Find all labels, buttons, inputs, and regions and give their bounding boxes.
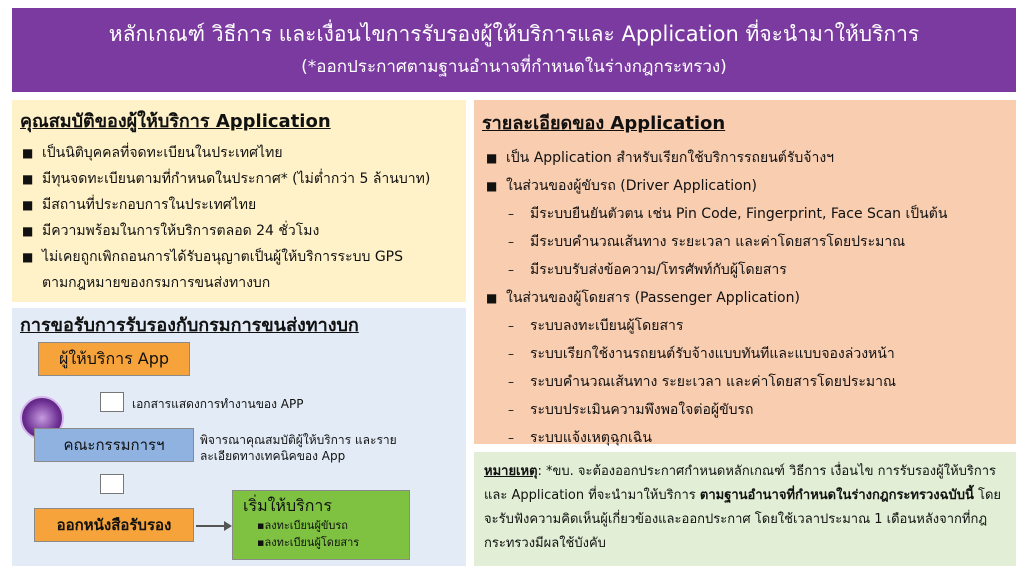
dash-icon: – — [508, 403, 514, 417]
sub-list-item: – ระบบลงทะเบียนผู้โดยสาร — [486, 312, 1012, 340]
list-item: ■ มีสถานที่ประกอบการในประเทศไทย — [22, 192, 462, 218]
sub-list-item: – มีระบบยืนยันตัวตน เช่น Pin Code, Fingerprint, Face Scan เป็นต้น — [486, 200, 1012, 228]
arrow-right-icon — [196, 525, 230, 527]
qualifications-title: คุณสมบัติของผู้ให้บริการ Application — [20, 111, 331, 132]
issue-certificate-box: ออกหนังสือรับรอง — [34, 508, 194, 542]
sub-list-item: – ระบบคำนวณเส้นทาง ระยะเวลา และค่าโดยสารโดยประมาณ — [486, 368, 1012, 396]
certification-title: การขอรับการรับรองกับกรมการขนส่งทางบก — [20, 315, 359, 336]
app-details-title: รายละเอียดของ Application — [482, 113, 726, 134]
list-item: ■ มีความพร้อมในการให้บริการตลอด 24 ชั่วโมง — [22, 218, 462, 244]
list-item: ■ ในส่วนของผู้โดยสาร (Passenger Application) — [486, 284, 1012, 312]
app-details-list — [486, 144, 1012, 452]
dash-icon: – — [508, 431, 514, 445]
bullet-icon: ■ — [486, 151, 498, 165]
dash-icon: – — [508, 263, 514, 277]
list-item-continuation: ตามกฎหมายของกรมการขนส่งทางบก — [42, 275, 271, 291]
document-icon — [100, 392, 124, 412]
sub-list-item: – มีระบบคำนวณเส้นทาง ระยะเวลา และค่าโดยสารโดยประมาณ — [486, 228, 1012, 256]
document-icon — [100, 474, 124, 494]
bullet-icon: ■ — [22, 146, 34, 160]
committee-note: พิจารณาคุณสมบัติผู้ให้บริการ และรายละเอียดทางเทคนิคของ App — [200, 433, 397, 463]
qualifications-panel — [12, 100, 466, 302]
bullet-icon: ■ — [486, 179, 498, 193]
document-label: เอกสารแสดงการทำงานของ APP — [132, 397, 304, 411]
note-bold-text: ตามฐานอำนาจที่กำหนดในร่างกฎกระทรวงฉบับนี้ — [699, 488, 974, 503]
start-service-title: เริ่มให้บริการ — [243, 496, 332, 515]
list-item: ■ มีทุนจดทะเบียนตามที่กำหนดในประกาศ* (ไม่ต่ำกว่า 5 ล้านบาท) — [22, 166, 462, 192]
note-heading: หมายเหตุ — [484, 464, 538, 479]
bullet-icon: ■ — [22, 250, 34, 264]
start-item: ▪ลงทะเบียนผู้ขับรถ — [257, 519, 348, 532]
bullet-icon: ■ — [486, 291, 498, 305]
list-item: ■ เป็น Application สำหรับเรียกใช้บริการรถยนต์รับจ้างฯ — [486, 144, 1012, 172]
bullet-icon: ■ — [22, 198, 34, 212]
sub-list-item: – มีระบบรับส่งข้อความ/โทรศัพท์กับผู้โดยสาร — [486, 256, 1012, 284]
app-details-panel — [474, 100, 1016, 444]
sub-list-item: – ระบบเรียกใช้งานรถยนต์รับจ้างแบบทันทีและแบบจองล่วงหน้า — [486, 340, 1012, 368]
dash-icon: – — [508, 207, 514, 221]
sub-list-item: – ระบบประเมินความพึงพอใจต่อผู้ขับรถ — [486, 396, 1012, 424]
start-service-box — [232, 490, 410, 560]
provider-box: ผู้ให้บริการ App — [38, 342, 190, 376]
dash-icon: – — [508, 319, 514, 333]
dash-icon: – — [508, 375, 514, 389]
dash-icon: – — [508, 347, 514, 361]
slide-subtitle: (*ออกประกาศตามฐานอำนาจที่กำหนดในร่างกฎกระทรวง) — [301, 57, 727, 77]
list-item: ■ ไม่เคยถูกเพิกถอนการได้รับอนุญาตเป็นผู้ให้บริการระบบ GPS — [22, 244, 462, 270]
note-panel — [474, 452, 1016, 566]
committee-box: คณะกรรมการฯ — [34, 428, 194, 462]
slide-header — [12, 8, 1016, 92]
bullet-icon: ■ — [22, 172, 34, 186]
qualifications-list — [22, 140, 462, 296]
bullet-icon: ■ — [22, 224, 34, 238]
slide-title: หลักเกณฑ์ วิธีการ และเงื่อนไขการรับรองผู้ให้บริการและ Application ที่จะนำมาให้บริการ — [108, 22, 920, 46]
start-item: ▪ลงทะเบียนผู้โดยสาร — [257, 536, 360, 549]
list-item: ■ เป็นนิติบุคคลที่จดทะเบียนในประเทศไทย — [22, 140, 462, 166]
dash-icon: – — [508, 235, 514, 249]
list-item: ■ ในส่วนของผู้ขับรถ (Driver Application) — [486, 172, 1012, 200]
sub-list-item: – ระบบแจ้งเหตุฉุกเฉิน — [486, 424, 1012, 452]
note-text: หมายเหตุ: *ขบ. จะต้องออกประกาศกำหนดหลักเกณฑ์ วิธีการ เงื่อนไข การรับรองผู้ให้บริการและ Application ที่จะนำมาให้บริการ ตามฐานอำนาจที่กำหนดในร่างกฎกระทรวงฉบับนี้ โดยจะรับฟังความคิดเห็นผู้เกี่ยวข้องและออกประกาศ โดยใช้เวลาประมาณ 1 เดือนหลังจากที่กฎกระทรวงมีผลใช้บังคับ — [484, 464, 1002, 551]
